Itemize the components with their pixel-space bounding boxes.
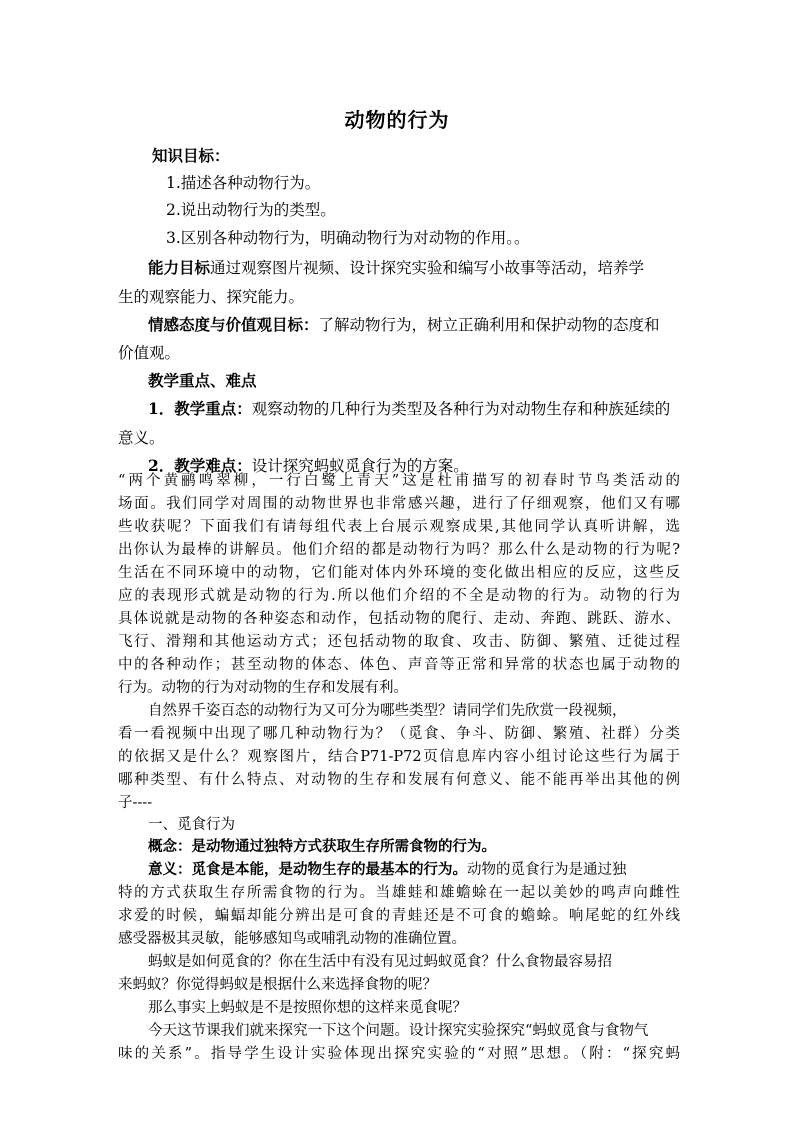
meaning-label: 意义：觅食是本能，是动物生存的最基本的行为。 — [148, 861, 467, 878]
ant-line: 来蚂蚁？你觉得蚂蚁是根据什么来选择食物的呢？ — [118, 977, 437, 993]
ability-line — [148, 257, 644, 279]
focus-line-2: 意义。 — [118, 429, 165, 447]
body-line: “两个黄鹂鸣翠柳，一行白鹭上青天”这是杜甫描写的初春时节鸟类活动的 — [118, 473, 680, 489]
meaning-line: 求爱的时候，蝙蝠却能分辨出是可食的青蛙还是不可食的蟾蜍。响尾蛇的红外线 — [118, 908, 680, 924]
meaning-line: 特的方式获取生存所需食物的行为。当雄蛙和雄蟾蜍在一起以美妙的鸣声向雌性 — [118, 885, 680, 901]
knowledge-item: 2.说出动物行为的类型。 — [166, 201, 336, 219]
ability-text: 通过观察图片视频、设计探究实验和编写小故事等活动，培养学 — [210, 259, 645, 277]
keypoints-heading: 教学重点、难点 — [148, 371, 257, 390]
para2-line: 看一看视频中出现了哪几种动物行为？（觅食、争斗、防御、繁殖、社群）分类 — [118, 726, 680, 742]
emotion-line — [148, 314, 660, 336]
body-line: 中的各种动作；甚至动物的体态、体色、声音等正常和异常的状态也属于动物的 — [118, 657, 680, 673]
meaning-line: 感受器极其灵敏，能够感知鸟或哺乳动物的准确位置。 — [118, 931, 466, 947]
ant-line: 蚂蚁是如何觅食的？你在生活中有没有见过蚂蚁觅食？什么食物最容易招 — [148, 954, 612, 970]
body-line: 些收获呢？下面我们有请每组代表上台展示观察成果,其他同学认真听讲解，选 — [118, 519, 680, 535]
body-line: 行为。动物的行为对动物的生存和发展有利。 — [118, 680, 408, 696]
focus-text: 观察动物的几种行为类型及各种行为对动物生存和种族延续的 — [251, 400, 671, 418]
ability-label: 能力目标 — [148, 258, 211, 277]
knowledge-heading: 知识目标： — [152, 146, 230, 165]
today-line: 味的关系”。指导学生设计实验体现出探究实验的“对照”思想。（附：“探究蚂 — [118, 1046, 680, 1062]
para2-line: 子---- — [118, 795, 153, 811]
body-line: 飞行、滑翔和其他运动方式；还包括动物的取食、攻击、防御、繁殖、迁徙过程 — [118, 634, 680, 650]
knowledge-item: 1.描述各种动物行为。 — [166, 174, 321, 192]
para2-line: 的依据又是什么？观察图片，结合P71-P72页信息库内容小组讨论这些行为属于 — [118, 749, 680, 765]
para2-line: 自然界千姿百态的动物行为又可分为哪些类型？请同学们先欣赏一段视频， — [148, 703, 627, 719]
body-line: 生活在不同环境中的动物，它们能对体内外环境的变化做出相应的反应，这些反 — [118, 565, 680, 581]
body-line: 具体说就是动物的各种姿态和动作，包括动物的爬行、走动、奔跑、跳跃、游水、 — [118, 611, 680, 627]
focus-line — [148, 398, 670, 420]
difficulty-label: 2．教学难点： — [148, 456, 252, 475]
meaning-text: 动物的觅食行为是通过独 — [467, 862, 627, 878]
knowledge-item: 3.区别各种动物行为，明确动物行为对动物的作用。。 — [166, 229, 530, 247]
page-title: 动物的行为 — [344, 108, 450, 132]
para2-line: 哪种类型、有什么特点、对动物的生存和发展有何意义、能不能再举出其他的例 — [118, 772, 680, 788]
body-line: 应的表现形式就是动物的行为.所以他们介绍的不全是动物的行为。动物的行为 — [118, 588, 680, 604]
ability-line-2: 生的观察能力、探究能力。 — [118, 288, 305, 306]
body-line: 场面。我们同学对周围的动物世界也非常感兴趣，进行了仔细观察，他们又有哪 — [118, 496, 680, 512]
section1-concept: 概念：是动物通过独特方式获取生存所需食物的行为。 — [148, 838, 496, 855]
body-line: 出你认为最棒的讲解员。他们介绍的都是动物行为吗？那么什么是动物的行为呢? — [118, 542, 680, 558]
emotion-label: 情感态度与价值观目标： — [148, 315, 319, 334]
emotion-line-2: 价值观。 — [118, 344, 181, 362]
focus-label: 1．教学重点： — [148, 399, 252, 418]
emotion-text: 了解动物行为，树立正确利用和保护动物的态度和 — [318, 316, 660, 334]
section1-heading: 一、觅食行为 — [148, 817, 235, 833]
section1-meaning — [148, 859, 627, 881]
ant-question: 那么事实上蚂蚁是不是按照你想的这样来觅食呢？ — [148, 1000, 467, 1016]
today-line: 今天这节课我们就来探究一下这个问题。设计探究实验探究“蚂蚁觅食与食物气 — [148, 1023, 649, 1039]
difficulty-text: 设计探究蚂蚁觅食行为的方案。 — [251, 457, 469, 475]
